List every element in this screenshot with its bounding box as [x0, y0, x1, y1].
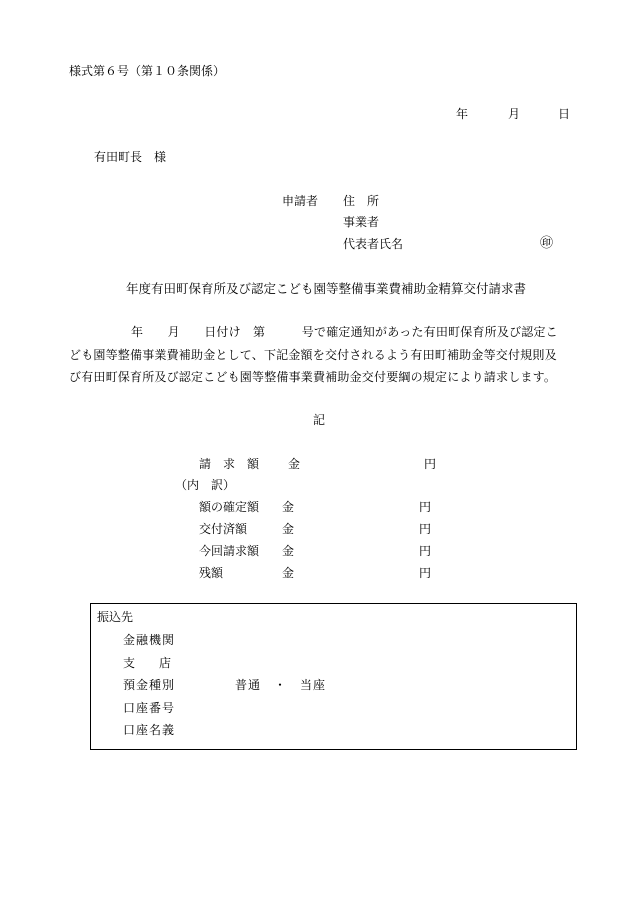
document-title: 年度有田町保育所及び認定こども園等整備事業費補助金精算交付請求書: [126, 281, 527, 296]
breakdown-row-yen: 円: [419, 544, 432, 558]
claim-yen: 円: [424, 457, 437, 471]
breakdown-heading: （内 訳）: [175, 478, 236, 492]
breakdown-row-yen: 円: [419, 522, 432, 536]
body-line-1: 年 月 日付け 第 号で確定通知があった有田町保育所及び認定こ: [131, 325, 558, 339]
bank-institution-label: 金融機関: [123, 633, 176, 647]
breakdown-row-kin: 金: [282, 500, 295, 514]
claim-label: 請 求 額: [199, 457, 260, 471]
date-month-label: 月: [508, 107, 521, 121]
breakdown-row-yen: 円: [419, 566, 432, 580]
applicant-business-label: 事業者: [343, 215, 380, 229]
applicant-address-label: 住 所: [343, 194, 380, 208]
bank-branch-label: 支 店: [123, 656, 172, 670]
claim-kin: 金: [288, 457, 301, 471]
date-year-label: 年: [456, 107, 469, 121]
form-number: 様式第６号（第１０条関係）: [69, 64, 226, 78]
applicant-representative-label: 代表者氏名: [343, 237, 404, 251]
seal-mark: ㊞: [540, 236, 554, 251]
account-name-label: 口座名義: [123, 723, 176, 737]
breakdown-row-kin: 金: [282, 544, 295, 558]
breakdown-row-label: 額の確定額: [199, 500, 260, 514]
account-number-label: 口座番号: [123, 701, 176, 715]
body-line-3: び有田町保育所及び認定こども園等整備事業費補助金交付要綱の規定により請求します。: [69, 370, 557, 384]
date-day-label: 日: [558, 107, 571, 121]
breakdown-row-label: 交付済額: [199, 522, 248, 536]
applicant-title: 申請者: [282, 194, 319, 208]
deposit-type-options: 普通 ・ 当座: [235, 678, 327, 692]
body-line-2: ども園等整備事業費補助金として、下記金額を交付されるよう有田町補助金等交付規則及: [69, 348, 557, 362]
bank-heading: 振込先: [97, 610, 134, 624]
addressee: 有田町長 様: [94, 150, 167, 164]
ki-heading: 記: [313, 413, 326, 427]
breakdown-row-kin: 金: [282, 522, 295, 536]
breakdown-row-label: 残額: [199, 566, 224, 580]
bank-transfer-box: [90, 603, 577, 750]
breakdown-row-kin: 金: [282, 566, 295, 580]
breakdown-row-yen: 円: [419, 500, 432, 514]
breakdown-row-label: 今回請求額: [199, 544, 260, 558]
deposit-type-label: 預金種別: [123, 678, 176, 692]
